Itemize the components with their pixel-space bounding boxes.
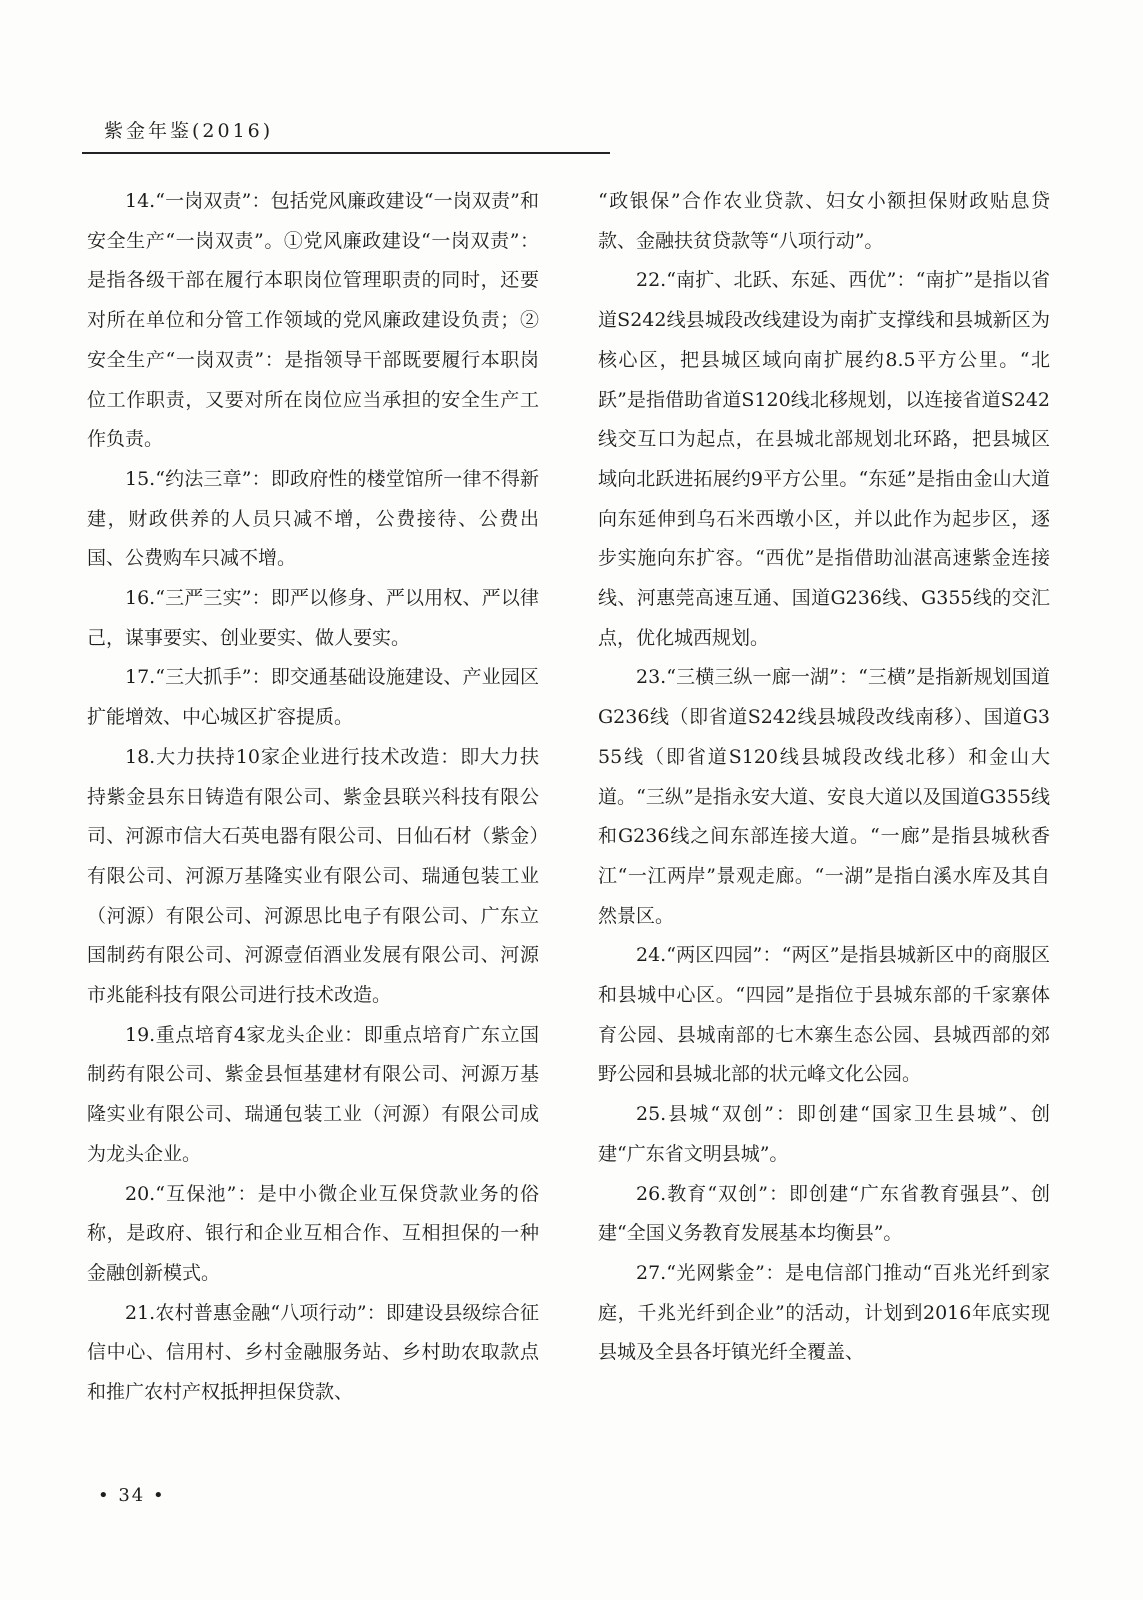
paragraph-21: 21.农村普惠金融“八项行动”：即建设县级综合征信中心、信用村、乡村金融服务站、乡村助农取款点和推广农村产权抵押担保贷款、 [87,1301,539,1404]
left-column [87,182,539,1413]
paragraph-17: 17.“三大抓手”：即交通基础设施建设、产业园区扩能增效、中心城区扩容提质。 [87,666,539,729]
paragraph-15: 15.“约法三章”：即政府性的楼堂馆所一律不得新建，财政供养的人员只减不增，公费接待、公费出国、公费购车只减不增。 [87,467,539,570]
paragraph-24: 24.“两区四园”：“两区”是指县城新区中的商服区和县城中心区。“四园”是指位于县城东部的千家寨体育公园、县城南部的七木寨生态公园、县城西部的郊野公园和县城北部的状元峰文化公园。 [598,944,1050,1086]
running-header: 紫金年鉴(2016) [104,120,274,142]
paragraph-20: 20.“互保池”：是中小微企业互保贷款业务的俗称，是政府、银行和企业互相合作、互相担保的一种金融创新模式。 [87,1182,539,1284]
paragraph-21-continued: “政银保”合作农业贷款、妇女小额担保财政贴息贷款、金融扶贫贷款等“八项行动”。 [598,190,1050,252]
paragraph-16: 16.“三严三实”：即严以修身、严以用权、严以律己，谋事要实、创业要实、做人要实。 [87,587,539,649]
paragraph-14: 14.“一岗双责”：包括党风廉政建设“一岗双责”和安全生产“一岗双责”。①党风廉政建设“一岗双责”：是指各级干部在履行本职岗位管理职责的同时，还要对所在单位和分管工作领域的党风廉政建设负责；②安全生产“一岗双责”：是指领导干部既要履行本职岗位工作职责，又要对所在岗位应当承担的安全生产工作负责。 [87,190,539,451]
paragraph-18: 18.大力扶持10家企业进行技术改造：即大力扶持紫金县东日铸造有限公司、紫金县联兴科技有限公司、河源市信大石英电器有限公司、日仙石材（紫金）有限公司、河源万基隆实业有限公司、瑞通包装工业（河源）有限公司、河源思比电子有限公司、广东立国制药有限公司、河源壹佰酒业发展有限公司、河源市兆能科技有限公司进行技术改造。 [87,745,539,1007]
paragraph-22: 22.“南扩、北跃、东延、西优”：“南扩”是指以省道S242线县城段改线建设为南扩支撑线和县城新区为核心区，把县城区域向南扩展约8.5平方公里。“北跃”是指借助省道S120线北移规划，以连接省道S242线交互口为起点，在县城北部规划北环路，把县城区域向北跃进拓展约9平方公里。“东延”是指由金山大道向东延伸到乌石米西墩小区，并以此作为起步区，逐步实施向东扩容。“西优”是指借助汕湛高速紫金连接线、河惠莞高速互通、国道G236线、G355线的交汇点，优化城西规划。 [598,269,1050,649]
header-rule [82,152,610,154]
paragraph-27: 27.“光网紫金”：是电信部门推动“百兆光纤到家庭，千兆光纤到企业”的活动，计划到2016年底实现县城及全县各圩镇光纤全覆盖、 [598,1261,1050,1364]
paragraph-19: 19.重点培育4家龙头企业：即重点培育广东立国制药有限公司、紫金县恒基建材有限公司、河源万基隆实业有限公司、瑞通包装工业（河源）有限公司成为龙头企业。 [87,1023,539,1165]
paragraph-23: 23.“三横三纵一廊一湖”：“三横”是指新规划国道G236线（即省道S242线县城段改线南移）、国道G355线（即省道S120线县城段改线北移）和金山大道。“三纵”是指永安大道、安良大道以及国道G355线和G236线之间东部连接大道。“一廊”是指县城秋香江“一江两岸”景观走廊。“一湖”是指白溪水库及其自然景区。 [598,666,1050,927]
page-number: • 34 • [98,1485,166,1506]
right-column [598,182,1050,1373]
paragraph-26: 26.教育“双创”：即创建“广东省教育强县”、创建“全国义务教育发展基本均衡县”。 [598,1182,1050,1245]
paragraph-25: 25.县城“双创”：即创建“国家卫生县城”、创建“广东省文明县城”。 [598,1103,1050,1165]
